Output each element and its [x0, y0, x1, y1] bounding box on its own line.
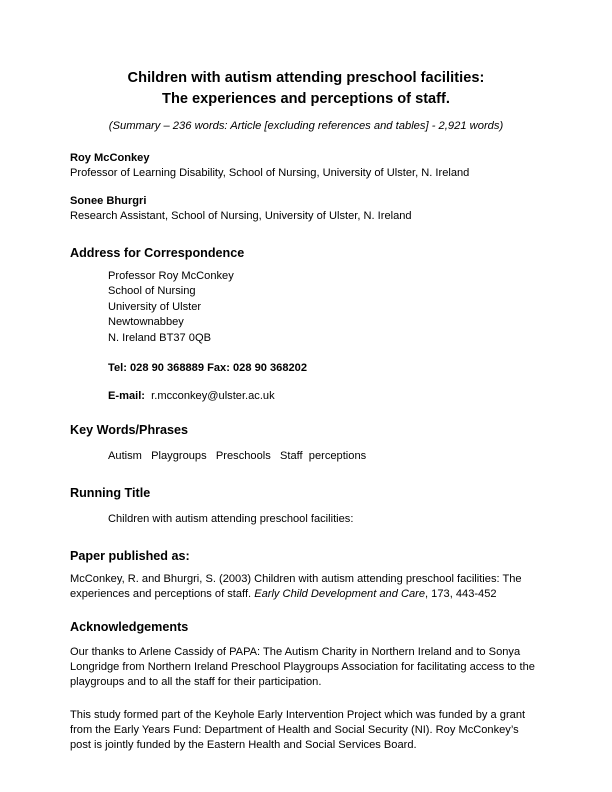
authors-block: [70, 151, 542, 223]
address-line: N. Ireland BT37 0QB: [108, 331, 211, 344]
acknowledgements-paragraph-2: This study formed part of the Keyhole Early Intervention Project which was funded by a grant from the Early Years Fund: Department of Health and Social Security (NI). Roy McConkey’s post is jointly funded by the Eastern Health and Social Services Board.: [70, 708, 526, 752]
author-affiliation: Professor of Learning Disability, School of Nursing, University of Ulster, N. Ireland: [70, 166, 470, 179]
author-name: Sonee Bhurgri: [70, 195, 147, 207]
address-line: School of Nursing: [108, 285, 196, 298]
email-line: [108, 389, 542, 404]
author-name: Roy McConkey: [70, 152, 150, 164]
page-content: [70, 68, 542, 753]
acknowledgements-heading: Acknowledgements: [70, 619, 189, 634]
correspondence-address: [108, 269, 542, 346]
publication-citation: [70, 572, 542, 603]
author-entry: [70, 151, 542, 180]
citation-text-end: , 173, 443-452: [425, 588, 497, 601]
title-block: [70, 68, 542, 134]
author-affiliation: Research Assistant, School of Nursing, University of Ulster, N. Ireland: [70, 209, 412, 222]
journal-name: Early Child Development and Care: [254, 588, 426, 601]
keywords-list: Autism Playgroups Preschools Staff perceptions: [108, 450, 367, 463]
page-title-line-1: Children with autism attending preschool facilities:: [127, 70, 485, 86]
acknowledgements-paragraph-1: Our thanks to Arlene Cassidy of PAPA: The Autism Charity in Northern Ireland and to Sonya Longridge from Northern Ireland Preschool Playgroups Association for facilitating access to the playgroups and to all the staff for their participation.: [70, 645, 535, 689]
page-title-line-2: The experiences and perceptions of staff.: [162, 91, 450, 107]
running-title-heading: Running Title: [70, 486, 151, 501]
published-heading: Paper published as:: [70, 549, 190, 564]
email-address[interactable]: r.mcconkey@ulster.ac.uk: [151, 390, 275, 403]
address-line: University of Ulster: [108, 300, 202, 313]
address-line: Newtownabbey: [108, 316, 184, 329]
correspondence-heading: Address for Correspondence: [70, 246, 245, 260]
citation-text-start: McConkey, R. and Bhurgri, S. (2003) Children with autism attending preschool facilities: The experiences and perceptions of staff.: [70, 573, 522, 601]
email-label: E-mail:: [108, 390, 145, 403]
address-line: Professor Roy McConkey: [108, 270, 234, 282]
author-entry: [70, 194, 542, 223]
running-title-value: Children with autism attending preschool facilities:: [108, 513, 354, 526]
keywords-heading: Key Words/Phrases: [70, 423, 189, 438]
word-count-subtitle: (Summary – 236 words: Article [excluding references and tables] - 2,921 words): [108, 120, 504, 132]
phone-fax-line: Tel: 028 90 368889 Fax: 028 90 368202: [108, 362, 308, 375]
